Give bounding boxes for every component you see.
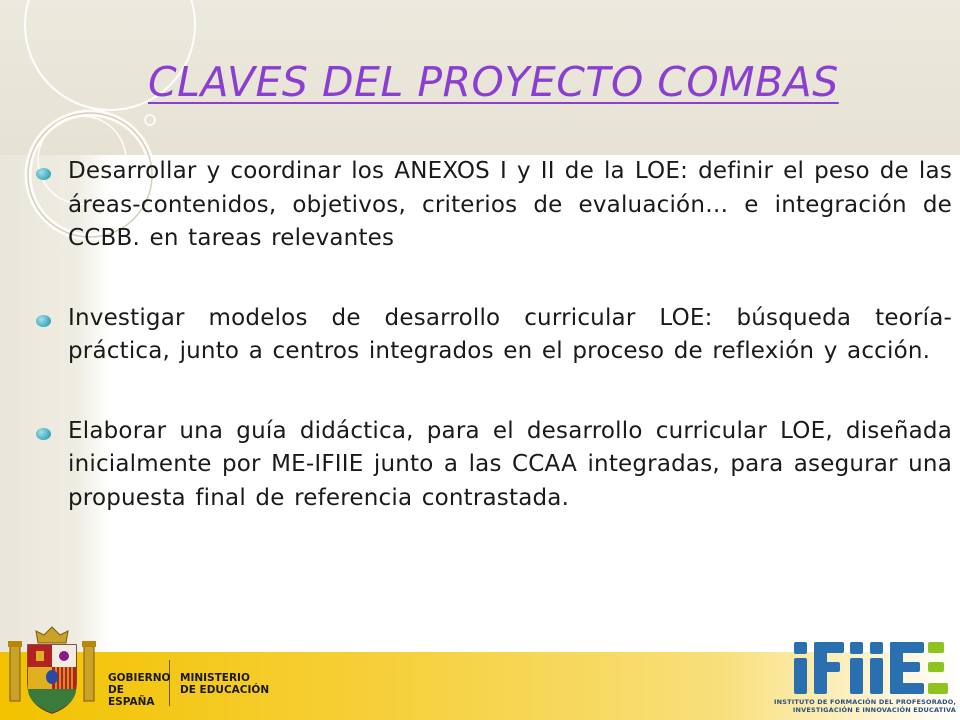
institute-line-2: INVESTIGACIÓN E INNOVACIÓN EDUCATIVA bbox=[792, 706, 956, 714]
ministerio-label bbox=[180, 660, 290, 706]
ministerio-line-1: MINISTERIO bbox=[180, 672, 250, 684]
bullet-dot-icon bbox=[36, 168, 51, 180]
institute-line-1: INSTITUTO DE FORMACIÓN DEL PROFESORADO, bbox=[773, 698, 956, 706]
ifiie-logo bbox=[790, 636, 950, 698]
bullet-dot-icon bbox=[36, 428, 51, 440]
spain-coat-of-arms-icon bbox=[6, 625, 98, 717]
bullet-item bbox=[30, 415, 952, 516]
bullet-text: Desarrollar y coordinar los ANEXOS I y II de la LOE: definir el peso de las áreas-contenidos, objetivos, criterios de evaluación… e integración de CCBB. en tareas relevantes bbox=[68, 158, 952, 251]
bullet-text: Investigar modelos de desarrollo curricular LOE: búsqueda teoría-práctica, junto a centros integrados en el proceso de reflexión y acción. bbox=[68, 304, 952, 364]
gobierno-line-2: DE ESPAÑA bbox=[108, 684, 155, 708]
gobierno-label bbox=[104, 660, 170, 706]
bullet-text: Elaborar una guía didáctica, para el desarrollo curricular LOE, diseñada inicialmente por ME-IFIIE junto a las CCAA integradas, para asegurar una propuesta final de referencia contrastada. bbox=[68, 417, 952, 511]
bullet-list bbox=[30, 155, 952, 515]
bullet-item bbox=[30, 155, 952, 256]
institute-name bbox=[760, 698, 956, 714]
slide-title: CLAVES DEL PROYECTO COMBAS bbox=[148, 58, 839, 106]
ministerio-line-2: DE EDUCACIÓN bbox=[180, 684, 270, 696]
bullet-item bbox=[30, 302, 952, 369]
bullet-dot-icon bbox=[36, 315, 51, 327]
gobierno-line-1: GOBIERNO bbox=[108, 672, 171, 684]
